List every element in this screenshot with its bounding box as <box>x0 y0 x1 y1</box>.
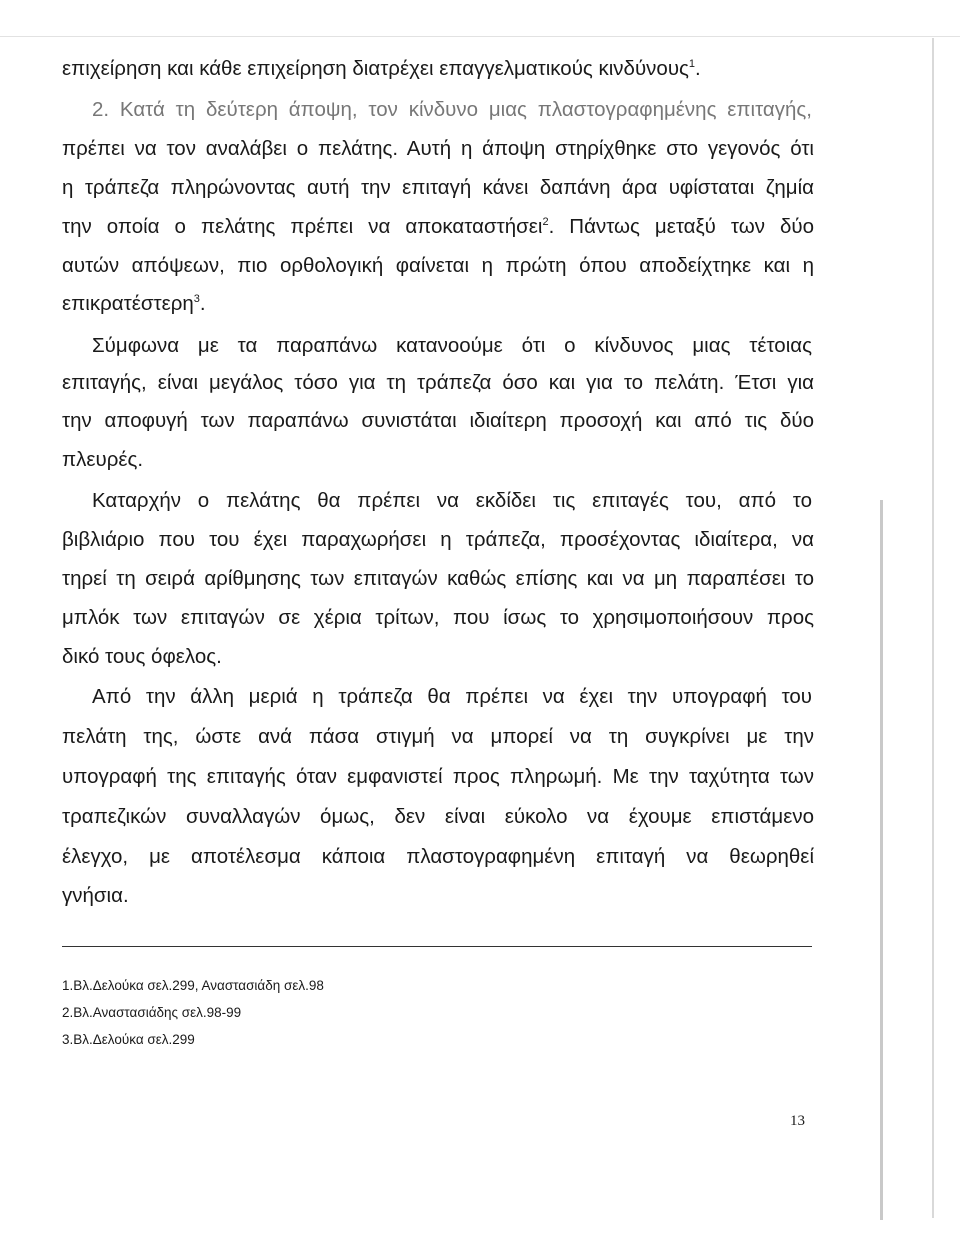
text-line-13: βιβλιάριο που του έχει παραχωρήσει η τράπεζα, προσέχοντας ιδιαίτερα, να <box>62 528 814 551</box>
text-line-15: μπλόκ των επιταγών σε χέρια τρίτων, που ίσως το χρησιμοποιήσουν προς <box>62 606 814 629</box>
page-number: 13 <box>790 1113 805 1129</box>
footnote-separator <box>62 946 812 947</box>
text-line-20: τραπεζικών συναλλαγών όμως, δεν είναι εύκολο να έχουμε επιστάμενο <box>62 805 814 828</box>
text-line-16: δικό τους όφελος. <box>62 645 222 668</box>
text-line-18: πελάτη της, ώστε ανά πάσα στιγμή να μπορεί να τη συγκρίνει με την <box>62 725 814 748</box>
text-line-5: την οποία ο πελάτης πρέπει να αποκαταστήσει$^2$. Πάντως μεταξύ των δύο <box>62 215 815 238</box>
scan-top-edge <box>0 36 960 37</box>
text-line-12: Καταρχήν ο πελάτης θα πρέπει να εκδίδει τις επιταγές του, από το <box>92 489 812 512</box>
text-line-3: πρέπει να τον αναλάβει ο πελάτης. Αυτή η άποψη στηρίχθηκε στο γεγονός ότι <box>62 137 814 160</box>
text-line-4: η τράπεζα πληρώνοντας αυτή την επιταγή κάνει δαπάνη άρα υφίσταται ζημία <box>62 176 814 199</box>
text-line-2: 2. Κατά τη δεύτερη άποψη, τον κίνδυνο μιας πλαστογραφημένης επιταγής, <box>92 98 812 121</box>
scan-right-edge <box>932 38 934 1218</box>
text-line-11: πλευρές. <box>62 448 144 471</box>
text-line-7: επικρατέστερη$^3$. <box>62 292 206 315</box>
scan-right-shadow <box>880 500 883 1220</box>
footnote-2: 2.Βλ.Αναστασιάδης σελ.98-99 <box>62 1005 242 1020</box>
text-line-6: αυτών απόψεων, πιο ορθολογική φαίνεται η πρώτη όπου αποδείχτηκε και η <box>62 254 814 277</box>
footnote-1: 1.Βλ.Δελούκα σελ.299, Αναστασιάδη σελ.98 <box>62 978 324 993</box>
text-line-9: επιταγής, είναι μεγάλος τόσο για τη τράπεζα όσο και για το πελάτη. Έτσι για <box>62 371 814 394</box>
text-line-17: Από την άλλη μεριά η τράπεζα θα πρέπει να έχει την υπογραφή του <box>92 685 812 708</box>
text-line-8: Σύμφωνα με τα παραπάνω κατανοούμε ότι ο κίνδυνος μιας τέτοιας <box>92 334 812 357</box>
text-line-14: τηρεί τη σειρά αρίθμησης των επιταγών καθώς επίσης και να μη παραπέσει το <box>62 567 814 590</box>
text-line-22: γνήσια. <box>62 884 129 907</box>
text-line-19: υπογραφή της επιταγής όταν εμφανιστεί προς πληρωμή. Με την ταχύτητα των <box>62 765 814 788</box>
footnote-3: 3.Βλ.Δελούκα σελ.299 <box>62 1032 195 1047</box>
text-line-1: επιχείρηση και κάθε επιχείρηση διατρέχει επαγγελματικούς κινδύνους$^1$. <box>62 57 701 80</box>
text-line-10: την αποφυγή των παραπάνω συνιστάται ιδιαίτερη προσοχή και από τις δύο <box>62 409 814 432</box>
text-line-21: έλεγχο, με αποτέλεσμα κάποια πλαστογραφημένη επιταγή να θεωρηθεί <box>62 845 814 868</box>
